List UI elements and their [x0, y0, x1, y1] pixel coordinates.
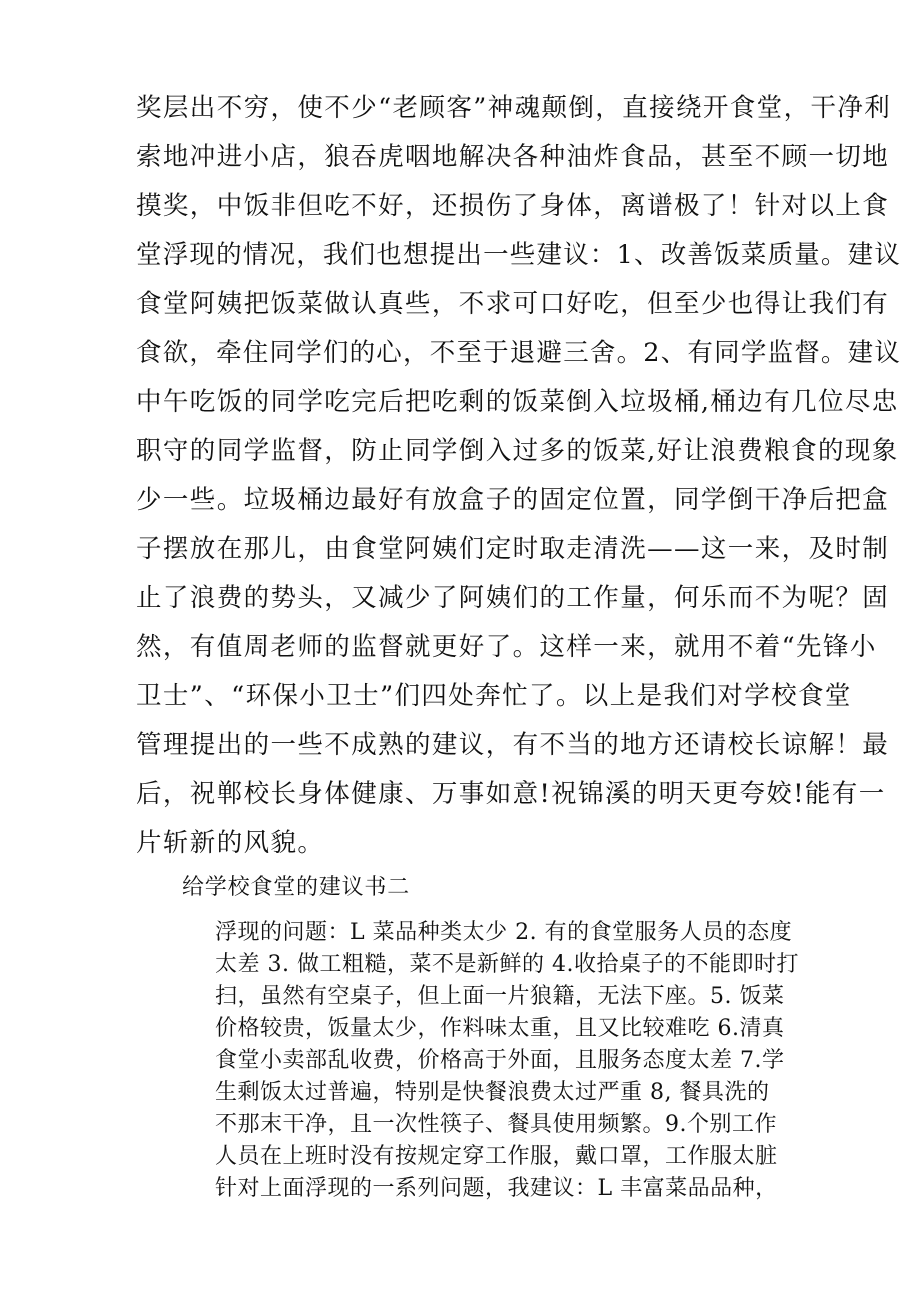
- body-text-line: 人员在上班时没有按规定穿工作服，戴口罩，工作服太脏: [215, 1144, 778, 1169]
- body-text-line: 后，祝郸校长身体健康、万事如意!祝锦溪的明天更夸姣!能有一: [136, 779, 886, 809]
- body-text-line: 食堂阿姨把饭菜做认真些，不求可口好吃，但至少也得让我们有: [136, 289, 890, 319]
- body-text-line: 片斩新的风貌。: [136, 828, 325, 858]
- body-text-line: 不那末干净，且一次性筷子、餐具使用频繁。9.个别工作: [215, 1112, 777, 1137]
- body-text-line: 子摆放在那儿，由食堂阿姨们定时取走清洗——这一来，及时制: [136, 534, 890, 564]
- body-text-line: 卫士”、“环保小卫士”们四处奔忙了。以上是我们对学校食堂: [136, 681, 852, 711]
- body-text-line: 中午吃饭的同学吃完后把吃剩的饭菜倒入垃圾桶,桶边有几位尽忠: [136, 387, 899, 417]
- body-text-line: 堂浮现的情况，我们也想提出一些建议：1、改善饭菜质量。建议: [136, 240, 902, 270]
- body-text-line: 食欲，牵住同学们的心，不至于退避三舍。2、有同学监督。建议: [136, 338, 902, 368]
- body-text-line: 管理提出的一些不成熟的建议，有不当的地方还请校长谅解！最: [136, 730, 890, 760]
- body-text-line: 扫，虽然有空桌子，但上面一片狼籍，无法下座。5. 饭菜: [215, 984, 785, 1009]
- body-text-line: 奖层出不穷，使不少“老顾客”神魂颠倒，直接绕开食堂，干净利: [136, 93, 892, 123]
- body-text-line: 然，有值周老师的监督就更好了。这样一来，就用不着“先锋小: [136, 632, 877, 662]
- body-text-line: 食堂小卖部乱收费，价格高于外面，且服务态度太差 7.学: [215, 1048, 785, 1073]
- body-text-line: 太差 3. 做工粗糙，菜不是新鲜的 4.收拾桌子的不能即时打: [215, 952, 799, 977]
- body-text-line: 针对上面浮现的一系列问题，我建议：L 丰富菜品品种，: [215, 1176, 778, 1201]
- body-text-line: 摸奖，中饭非但吃不好，还损伤了身体，离谱极了！针对以上食: [136, 191, 890, 221]
- section-title: 给学校食堂的建议书二: [182, 875, 411, 900]
- body-text-line: 止了浪费的势头，又减少了阿姨们的工作量，何乐而不为呢？固: [136, 583, 890, 613]
- body-text-line: 少一些。垃圾桶边最好有放盒子的固定位置，同学倒干净后把盒: [136, 485, 890, 515]
- body-text-line: 索地冲进小店，狼吞虎咽地解决各种油炸食品，甚至不顾一切地: [136, 142, 890, 172]
- body-text-line: 职守的同学监督，防止同学倒入过多的饭菜,好让浪费粮食的现象: [136, 436, 899, 466]
- body-text-line: 价格较贵，饭量太少，作料味太重，且又比较难吃 6.清真: [215, 1016, 785, 1041]
- body-text-line: 生剩饭太过普遍，特别是快餐浪费太过严重 8, 餐具洗的: [215, 1080, 770, 1105]
- body-text-line: 浮现的问题：L 菜品种类太少 2. 有的食堂服务人员的态度: [215, 920, 793, 945]
